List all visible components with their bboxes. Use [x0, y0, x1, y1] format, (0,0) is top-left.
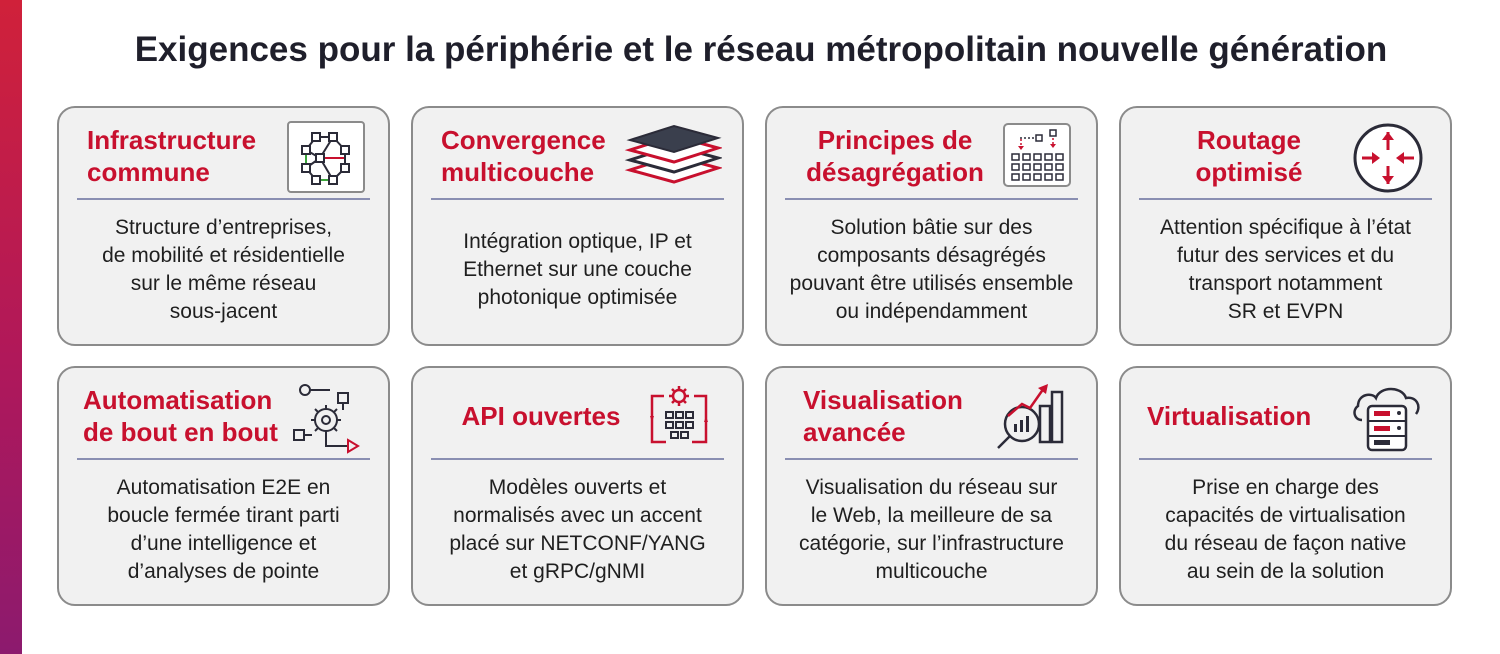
- card-header: [77, 376, 370, 460]
- card-header: [1139, 116, 1432, 200]
- card-title: Visualisation avancée: [803, 385, 963, 447]
- analytics-magnifier-icon: [990, 380, 1076, 454]
- card-description: Structure d’entreprises, de mobilité et résidentielle sur le même réseau sous-jacent: [102, 216, 345, 323]
- card-header: [431, 376, 724, 460]
- requirements-grid: [57, 106, 1453, 606]
- card-principes-desagregation: [765, 106, 1098, 346]
- card-description: Intégration optique, IP et Ethernet sur une couche photonique optimisée: [463, 230, 692, 309]
- card-routage-optimise: [1119, 106, 1452, 346]
- card-automatisation: [57, 366, 390, 606]
- automation-gear-icon: [282, 380, 368, 454]
- stacked-layers-icon: [636, 120, 722, 194]
- card-description: Prise en charge des capacités de virtualisation du réseau de façon native au sein de la solution: [1164, 476, 1407, 583]
- card-description: Visualisation du réseau sur le Web, la meilleure de sa catégorie, sur l’infrastructure multicouche: [799, 476, 1064, 583]
- card-header: [431, 116, 724, 200]
- card-api-ouvertes: [411, 366, 744, 606]
- card-title: Virtualisation: [1147, 401, 1312, 431]
- network-topology-icon: [282, 120, 368, 194]
- api-gear-grid-icon: [636, 380, 722, 454]
- cloud-server-icon: [1344, 380, 1430, 454]
- disaggregation-grid-icon: [990, 120, 1076, 194]
- card-convergence-multicouche: [411, 106, 744, 346]
- card-title: Routage optimisé: [1195, 125, 1303, 187]
- card-description: Solution bâtie sur des composants désagrégés pouvant être utilisés ensemble ou indépendamment: [789, 216, 1074, 323]
- card-title: Convergence multicouche: [441, 125, 606, 187]
- card-title: Principes de désagrégation: [806, 125, 984, 187]
- card-header: [1139, 376, 1432, 460]
- card-description: Attention spécifique à l’état futur des services et du transport notamment SR et EVPN: [1160, 216, 1411, 323]
- card-infrastructure-commune: [57, 106, 390, 346]
- card-header: [77, 116, 370, 200]
- accent-bar: [0, 0, 22, 654]
- card-title: API ouvertes: [461, 401, 621, 431]
- card-virtualisation: [1119, 366, 1452, 606]
- card-description: Modèles ouverts et normalisés avec un accent placé sur NETCONF/YANG et gRPC/gNMI: [449, 476, 706, 583]
- card-title: Automatisation de bout en bout: [83, 385, 278, 447]
- card-header: [785, 376, 1078, 460]
- page-title: Exigences pour la périphérie et le réseau métropolitain nouvelle génération: [134, 30, 1388, 69]
- card-description: Automatisation E2E en boucle fermée tirant parti d’une intelligence et d’analyses de pointe: [107, 476, 340, 583]
- router-arrows-icon: [1344, 120, 1430, 194]
- card-header: [785, 116, 1078, 200]
- card-title: Infrastructure commune: [87, 125, 257, 187]
- card-visualisation-avancee: [765, 366, 1098, 606]
